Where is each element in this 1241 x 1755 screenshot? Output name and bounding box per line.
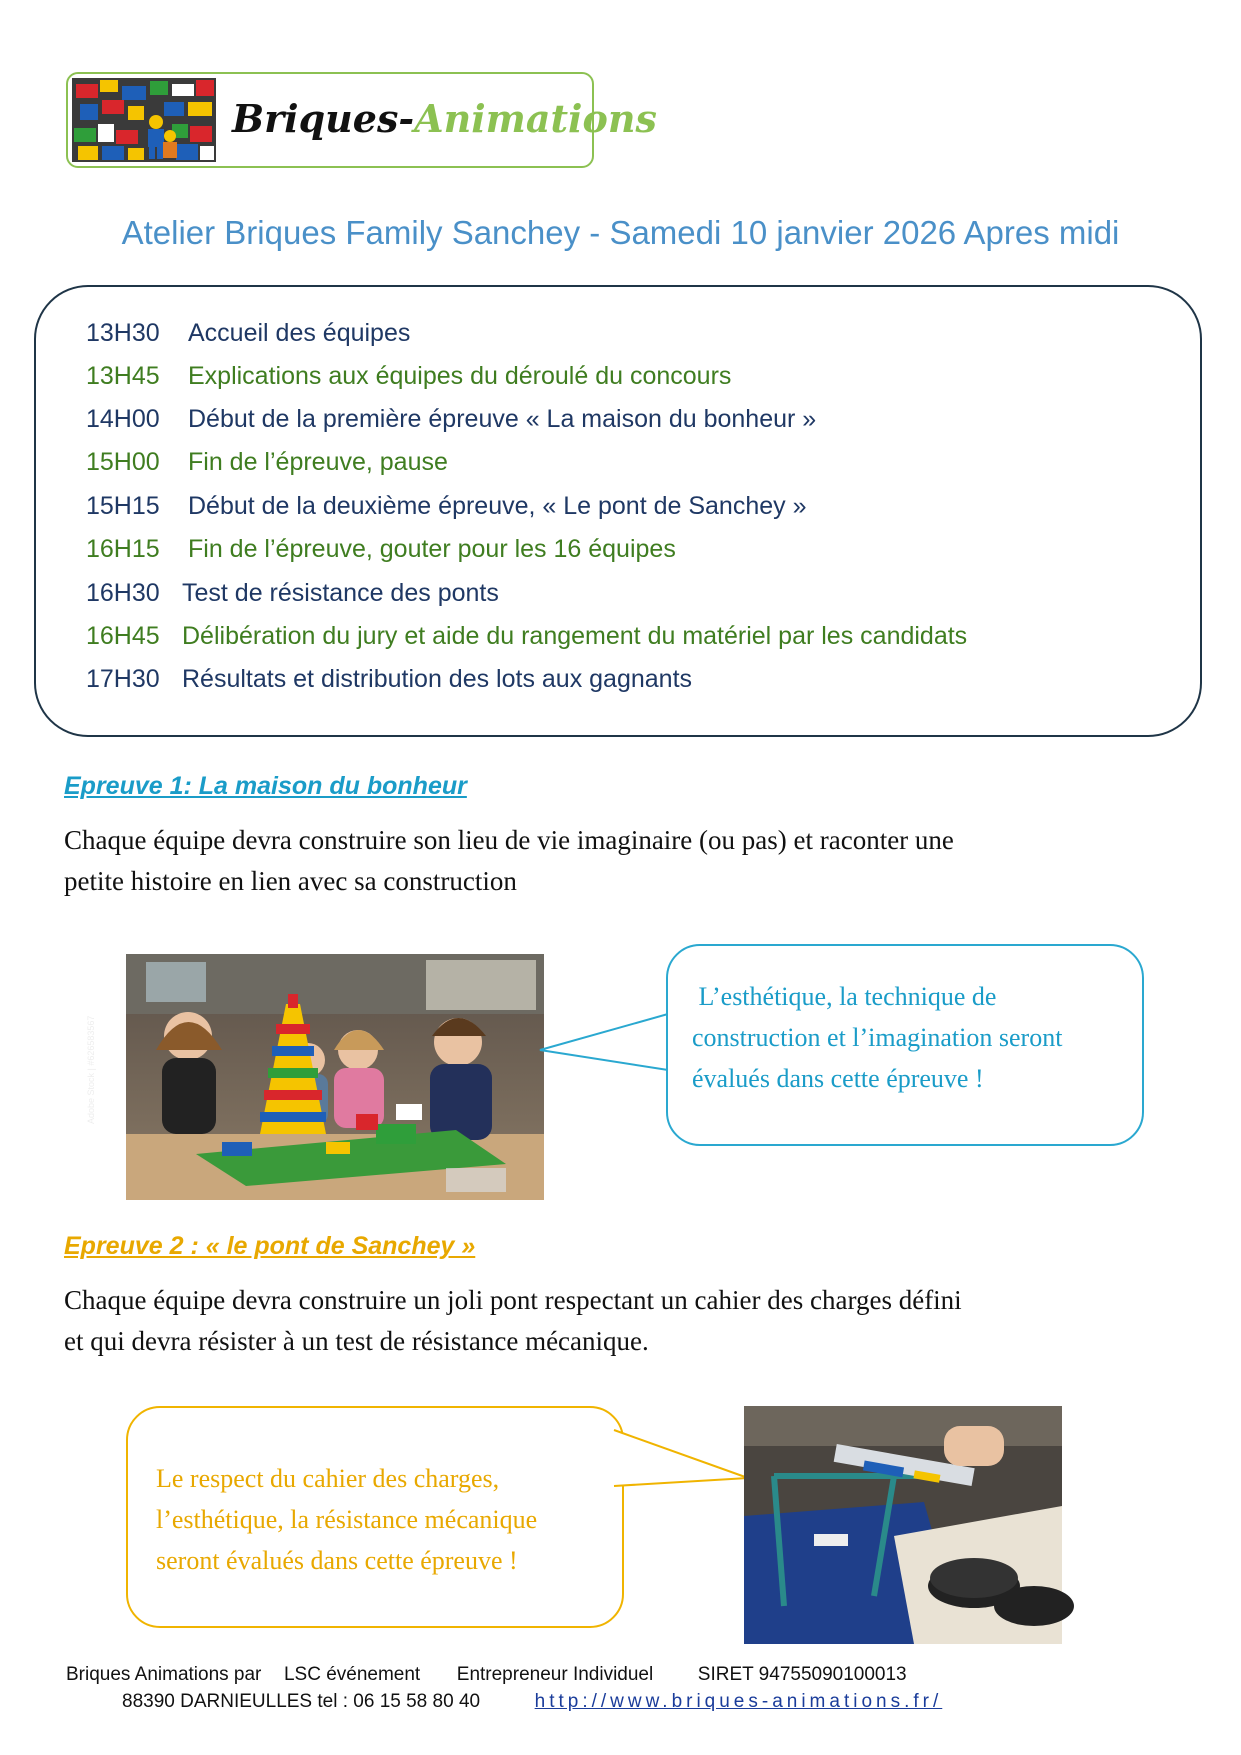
epreuve2-description bbox=[64, 1280, 1114, 1362]
epreuve2-line2: et qui devra résister à un test de résistance mécanique. bbox=[64, 1326, 649, 1356]
schedule-label: Début de la première épreuve « La maison du bonheur » bbox=[188, 405, 817, 433]
page-title: Atelier Briques Family Sanchey - Samedi 10 janvier 2026 Apres midi bbox=[121, 214, 1120, 251]
schedule-label: Explications aux équipes du déroulé du concours bbox=[188, 362, 732, 390]
bubble1-line2: construction et l’imagination seront bbox=[692, 1023, 1063, 1052]
bubble1-pointer bbox=[540, 1010, 670, 1080]
epreuve1-title: Epreuve 1: La maison du bonheur bbox=[64, 772, 467, 800]
logo bbox=[66, 72, 657, 168]
bubble2-pointer bbox=[612, 1426, 752, 1506]
footer-tel: tel : 06 15 58 80 40 bbox=[317, 1691, 481, 1712]
schedule-time: 17H30 bbox=[86, 665, 160, 693]
schedule-row bbox=[86, 492, 807, 521]
bubble2-line3: seront évalués dans cette épreuve ! bbox=[156, 1546, 518, 1575]
bubble2-line2: l’esthétique, la résistance mécanique bbox=[156, 1505, 538, 1534]
footer-address: 88390 DARNIEULLES bbox=[122, 1691, 313, 1712]
schedule-row bbox=[86, 448, 448, 477]
schedule-time: 15H00 bbox=[86, 448, 160, 476]
epreuve1-description bbox=[64, 820, 1114, 902]
logo-wordmark-part1: Briques- bbox=[232, 96, 415, 141]
schedule-time: 14H00 bbox=[86, 405, 160, 433]
footer-website-link[interactable]: http://www.briques-animations.fr/ bbox=[534, 1691, 943, 1712]
schedule-label: Délibération du jury et aide du rangement du matériel par les candidats bbox=[182, 622, 968, 650]
schedule-time: 13H45 bbox=[86, 362, 160, 390]
schedule-label: Résultats et distribution des lots aux gagnants bbox=[182, 665, 693, 693]
footer-org: LSC événement bbox=[283, 1664, 421, 1685]
footer-siret: SIRET 94755090100013 bbox=[697, 1664, 907, 1685]
schedule-box bbox=[34, 285, 1202, 737]
schedule-row bbox=[86, 319, 410, 348]
bubble1-line1: L’esthétique, la technique de bbox=[692, 982, 997, 1011]
logo-wordmark-part2: Animations bbox=[414, 96, 657, 141]
schedule-row bbox=[86, 405, 816, 434]
schedule-label: Fin de l’épreuve, gouter pour les 16 équipes bbox=[188, 535, 676, 563]
epreuve1-line2: petite histoire en lien avec sa construction bbox=[64, 866, 517, 896]
schedule-label: Test de résistance des ponts bbox=[182, 579, 499, 607]
epreuve1-line1: Chaque équipe devra construire son lieu de vie imaginaire (ou pas) et raconter une bbox=[64, 825, 954, 855]
epreuve1-criteria-bubble bbox=[666, 944, 1144, 1146]
schedule-row bbox=[86, 362, 731, 391]
schedule-label: Début de la deuxième épreuve, « Le pont de Sanchey » bbox=[188, 492, 807, 520]
schedule-row bbox=[86, 622, 967, 651]
epreuve2-title: Epreuve 2 : « le pont de Sanchey » bbox=[64, 1232, 476, 1260]
footer-line2 bbox=[122, 1691, 942, 1713]
epreuve2-criteria-bubble bbox=[126, 1406, 624, 1628]
schedule-row bbox=[86, 579, 499, 608]
footer-company: Briques Animations par bbox=[66, 1664, 262, 1685]
bubble1-line3: évalués dans cette épreuve ! bbox=[692, 1064, 984, 1093]
bubble2-line1: Le respect du cahier des charges, bbox=[156, 1464, 500, 1493]
schedule-time: 15H15 bbox=[86, 492, 160, 520]
footer-status: Entrepreneur Individuel bbox=[456, 1664, 654, 1685]
schedule-time: 16H45 bbox=[86, 622, 160, 650]
schedule-time: 16H15 bbox=[86, 535, 160, 563]
schedule-label: Accueil des équipes bbox=[188, 319, 411, 347]
schedule-row bbox=[86, 535, 676, 564]
footer-line1 bbox=[66, 1664, 907, 1686]
bridge-test-photo bbox=[744, 1406, 1062, 1644]
schedule-time: 16H30 bbox=[86, 579, 160, 607]
logo-bricks-image bbox=[72, 78, 216, 162]
photo-credit: Adobe Stock | #626583567 bbox=[86, 1015, 96, 1124]
kids-lego-photo bbox=[86, 954, 544, 1200]
schedule-row bbox=[86, 665, 692, 694]
logo-wordmark bbox=[232, 96, 657, 141]
schedule-label: Fin de l’épreuve, pause bbox=[188, 448, 448, 476]
schedule-time: 13H30 bbox=[86, 319, 160, 347]
epreuve2-line1: Chaque équipe devra construire un joli pont respectant un cahier des charges défini bbox=[64, 1285, 962, 1315]
